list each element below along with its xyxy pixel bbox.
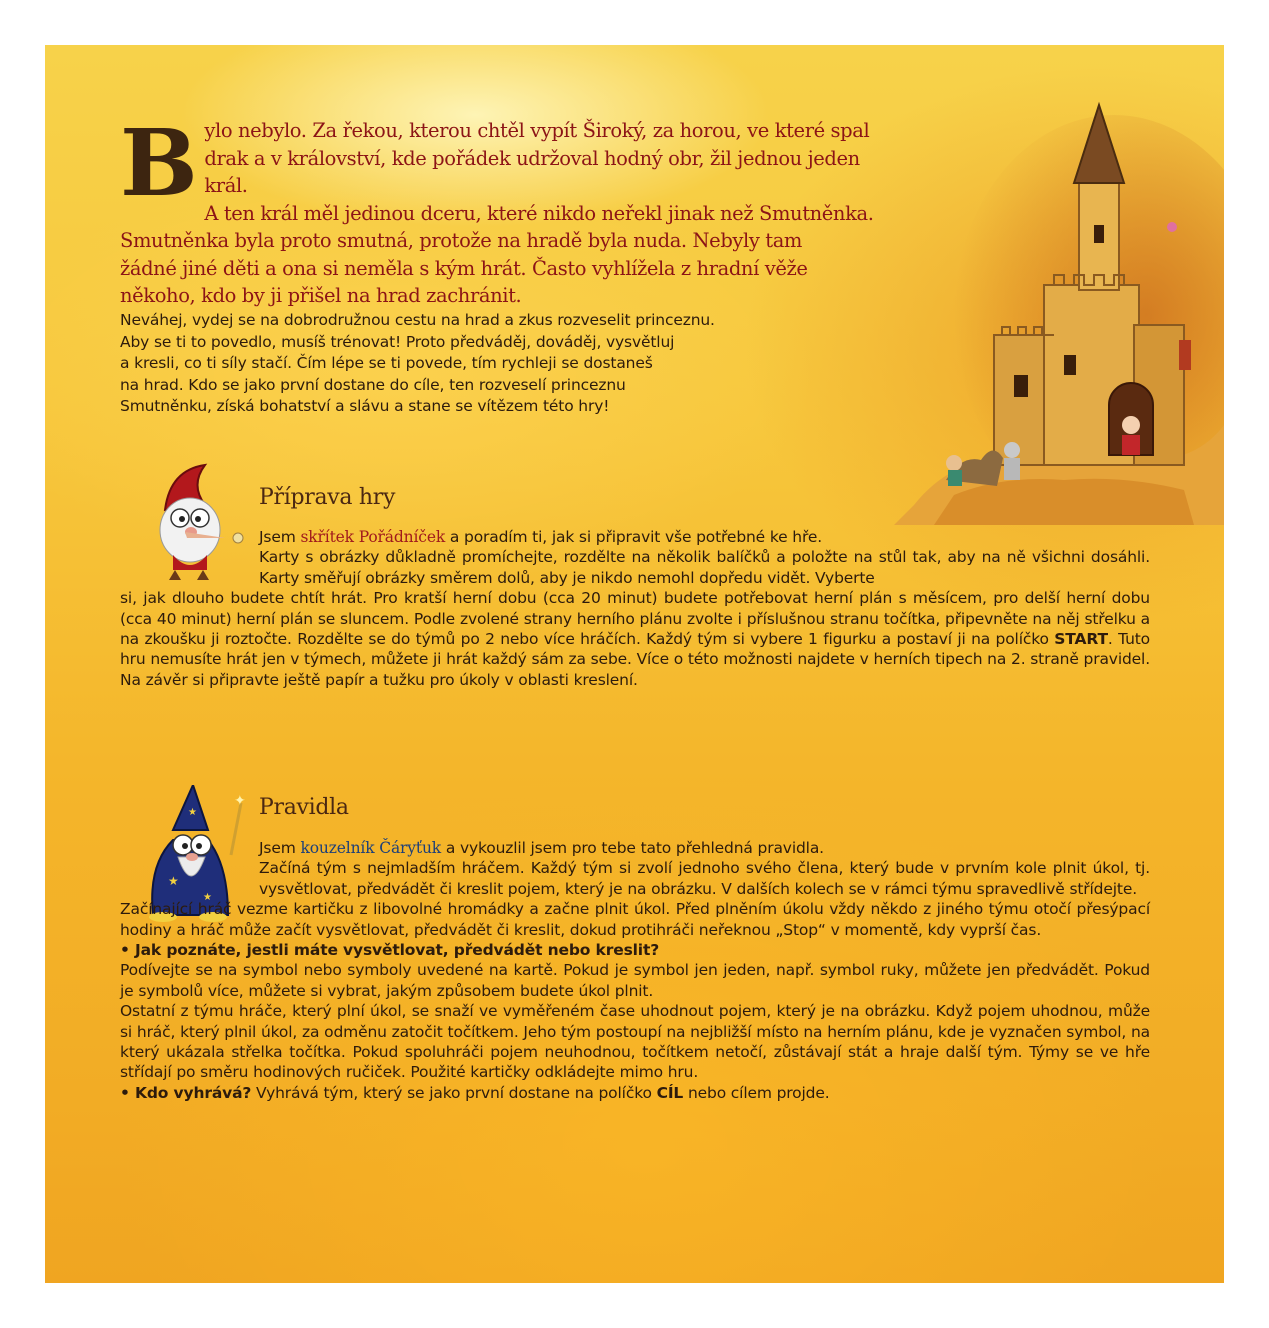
priprava-intro-rest: a poradím ti, jak si připravit vše potřebné ke hře. (445, 528, 823, 546)
intro-line: Smutněnka byla proto smutná, protože na hradě byla nuda. Nebyly tam (120, 229, 803, 252)
question-1-text: • Jak poznáte, jestli máte vysvětlovat, předvádět nebo kreslit? (120, 941, 660, 960)
intro2-line: Smutněnku, získá bohatství a slávu a stane se vítězem této hry! (120, 397, 610, 416)
intro-story (120, 109, 880, 310)
start-label: START (1054, 630, 1108, 649)
intro2-line: Neváhej, vydej se na dobrodružnou cestu na hrad a zkus rozveselit princeznu. (120, 311, 715, 329)
jsem-text: Jsem (259, 528, 301, 546)
pravidla-intro (120, 838, 1150, 858)
intro-line: A ten král měl jedinou dceru, které nikdo neřekl jinak než Smutněnka. (204, 201, 874, 225)
rulebook-page (45, 45, 1224, 1283)
svg-text:★: ★ (188, 807, 197, 818)
svg-text:★: ★ (168, 874, 179, 888)
intro-line: drak a v království, kde pořádek udržoval hodný obr, žil jednou jeden král. (204, 146, 860, 197)
intro-line: žádné jiné děti a ona si neměla s kým hrát. Často vyhlížela z hradní věže (120, 256, 808, 280)
pravidla-paragraph-2: Podívejte se na symbol nebo symboly uvedené na kartě. Pokud je symbol jen jeden, např. symbol ruky, můžete jen předvádět. Pokud je symbolů více, můžete si vybrat, jakým způsobem budete úkol plnit. (120, 961, 1150, 1000)
priprava-intro (120, 527, 1150, 547)
pravidla-paragraph-1: Začínající hráč vezme kartičku z libovolné hromádky a začne plnit úkol. Před plněním úkolu vždy někdo z jiného týmu otočí přesýpací hodiny a hráč může začít vysvětlovat, předvádět či kreslit, dokud protihráči neřeknou „Stop“ v momentě, kdy vyprší čas. (120, 900, 1150, 939)
priprava-body (120, 527, 1150, 690)
drop-cap: B (120, 109, 198, 217)
gnome-name: skřítek Pořádníček (300, 528, 446, 546)
pravidla-intro-rest: a vykouzlil jsem pro tebe tato přehledná pravidla. (441, 839, 824, 857)
svg-text:✦: ✦ (234, 793, 246, 809)
wizard-name: kouzelník Čáryťuk (300, 839, 442, 857)
intro2-line: Aby se ti to povedlo, musíš trénovat! Proto předváděj, dováděj, vysvětluj (120, 332, 675, 351)
intro-line: ylo nebylo. Za řekou, kterou chtěl vypít Široký, za horou, ve které spal (204, 119, 870, 142)
priprava-body-b: . Tuto hru nemusíte hrát jen v týmech, můžete ji hrát každý sám za sebe. Více o této možnosti najdete v herních tipech na 2. straně pravidel. Na závěr si připravte ještě papír a tužku pro úkoly v oblasti kreslení. (120, 630, 1151, 689)
intro2-line: na hrad. Kdo se jako první dostane do cíle, ten rozveselí princeznu (120, 375, 626, 394)
question-2-text: • Kdo vyhrává? (120, 1083, 252, 1102)
intro2-line: a kresli, co ti síly stačí. Čím lépe se ti povede, tím rychleji se dostaneš (120, 354, 653, 373)
pravidla-indented-text: Začíná tým s nejmladším hráčem. Každý tým si zvolí jednoho svého člena, který bude v prvním kole plnit úkol, tj. vysvětlovat, předvádět či kreslit pojem, který je na obrázku. V dalších kolech se v rámci týmu spravedlivě střídejte. (259, 859, 1150, 898)
pravidla-question-2 (120, 1083, 1150, 1103)
intro-line: někoho, kdo by ji přišel na hrad zachránit. (120, 284, 522, 307)
section-title-pravidla: Pravidla (259, 795, 349, 820)
pravidla-question-1 (120, 940, 1150, 960)
priprava-body-a: si, jak dlouho budete chtít hrát. Pro kratší herní dobu (cca 20 minut) budete potřebovat herní plán s měsícem, pro delší herní dobu (cca 40 minut) herní plán se sluncem. Podle zvolené strany herního plánu zvolte i příslušnou stranu točítka, připevněte na něj střelku a na zkoušku ji roztočte. Rozdělte se do týmů po 2 nebo více hráčích. Každý tým si vybere 1 figurku a postaví ji na políčko (120, 589, 1150, 649)
answer-2-post: nebo cílem projde. (683, 1083, 830, 1102)
castle-illustration (894, 95, 1224, 525)
answer-2-pre: Vyhrává tým, který se jako první dostane na políčko (251, 1083, 657, 1102)
pravidla-paragraph-3: Ostatní z týmu hráče, který plní úkol, se snaží ve vyměřeném čase uhodnout pojem, který je na obrázku. Když pojem uhodnou, může si hráč, který plnil úkol, za odměnu zatočit točítkem. Jeho tým postoupí na nejbližší místo na herním plánu, kde je vyznačen symbol, na který ukázala střelka točítka. Pokud spoluhráči pojem neuhodnou, točítkem netočí, zůstávají stát a hraje další tým. Týmy se ve hře střídají po směru hodinových ručiček. Použité kartičky odkládejte mimo hru. (120, 1002, 1150, 1082)
priprava-indented-text: Karty s obrázky důkladně promíchejte, rozdělte na několik balíčků a položte na stůl tak, aby na ně všichni dosáhli. Karty směřují obrázky směrem dolů, aby je nikdo nemohl dopředu vidět. Vyberte (259, 548, 1150, 587)
jsem-text: Jsem (259, 839, 301, 857)
priprava-paragraph (120, 588, 1150, 690)
intro-call-to-action (120, 310, 860, 418)
svg-text:★: ★ (203, 892, 212, 903)
pravidla-body (120, 838, 1150, 1103)
cil-label: CÍL (656, 1083, 684, 1102)
section-title-priprava: Příprava hry (259, 485, 396, 510)
